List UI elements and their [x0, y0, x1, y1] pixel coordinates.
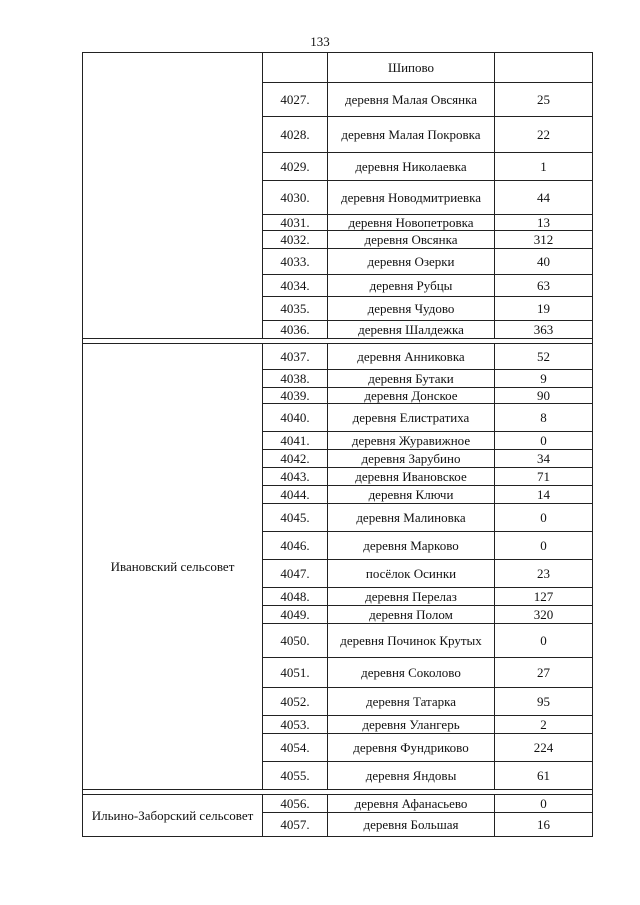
population: 23 — [495, 560, 593, 588]
settlement-name: Шипово — [328, 53, 495, 83]
row-number: 4046. — [263, 532, 328, 560]
population — [495, 53, 593, 83]
settlement-name: деревня Шалдежка — [328, 321, 495, 339]
population: 0 — [495, 532, 593, 560]
settlement-name: деревня Ивановское — [328, 468, 495, 486]
table-row — [83, 795, 593, 813]
population: 52 — [495, 344, 593, 370]
settlement-name: деревня Починок Крутых — [328, 624, 495, 658]
settlement-name: деревня Малая Овсянка — [328, 83, 495, 117]
row-number: 4035. — [263, 297, 328, 321]
row-number: 4032. — [263, 231, 328, 249]
settlement-name: деревня Новодмитриевка — [328, 181, 495, 215]
population: 34 — [495, 450, 593, 468]
council-cell: Ивановский сельсовет — [83, 344, 263, 790]
population: 63 — [495, 275, 593, 297]
population: 312 — [495, 231, 593, 249]
population: 127 — [495, 588, 593, 606]
settlement-name: деревня Бутаки — [328, 370, 495, 388]
settlement-name: деревня Овсянка — [328, 231, 495, 249]
row-number: 4049. — [263, 606, 328, 624]
row-number: 4044. — [263, 486, 328, 504]
population: 44 — [495, 181, 593, 215]
population: 2 — [495, 716, 593, 734]
table-row — [83, 53, 593, 83]
row-number: 4027. — [263, 83, 328, 117]
settlement-name: деревня Малая Покровка — [328, 117, 495, 153]
settlement-name: посёлок Осинки — [328, 560, 495, 588]
population: 90 — [495, 388, 593, 404]
council-cell: Ильино-Заборский сельсовет — [83, 795, 263, 837]
population: 14 — [495, 486, 593, 504]
row-number — [263, 53, 328, 83]
population: 16 — [495, 813, 593, 837]
population: 25 — [495, 83, 593, 117]
population: 363 — [495, 321, 593, 339]
row-number: 4028. — [263, 117, 328, 153]
row-number: 4039. — [263, 388, 328, 404]
population: 95 — [495, 688, 593, 716]
row-number: 4054. — [263, 734, 328, 762]
population: 224 — [495, 734, 593, 762]
row-number: 4042. — [263, 450, 328, 468]
population: 0 — [495, 795, 593, 813]
population: 8 — [495, 404, 593, 432]
row-number: 4029. — [263, 153, 328, 181]
table-row — [83, 344, 593, 370]
settlement-name: деревня Анниковка — [328, 344, 495, 370]
row-number: 4034. — [263, 275, 328, 297]
population: 0 — [495, 624, 593, 658]
settlement-name: деревня Чудово — [328, 297, 495, 321]
settlement-name: деревня Новопетровка — [328, 215, 495, 231]
council-cell — [83, 53, 263, 339]
settlement-name: деревня Афанасьево — [328, 795, 495, 813]
settlement-name: деревня Николаевка — [328, 153, 495, 181]
row-number: 4038. — [263, 370, 328, 388]
settlement-name: деревня Марково — [328, 532, 495, 560]
settlement-name: деревня Малиновка — [328, 504, 495, 532]
row-number: 4043. — [263, 468, 328, 486]
row-number: 4030. — [263, 181, 328, 215]
page-number: 133 — [310, 34, 330, 49]
population: 1 — [495, 153, 593, 181]
settlement-name: деревня Фундриково — [328, 734, 495, 762]
row-number: 4045. — [263, 504, 328, 532]
settlement-name: деревня Елистратиха — [328, 404, 495, 432]
settlement-name: деревня Рубцы — [328, 275, 495, 297]
row-number: 4047. — [263, 560, 328, 588]
population: 40 — [495, 249, 593, 275]
settlement-name: деревня Зарубино — [328, 450, 495, 468]
population: 9 — [495, 370, 593, 388]
population: 0 — [495, 432, 593, 450]
population: 61 — [495, 762, 593, 790]
row-number: 4051. — [263, 658, 328, 688]
population: 71 — [495, 468, 593, 486]
settlement-name: деревня Полом — [328, 606, 495, 624]
settlement-name: деревня Яндовы — [328, 762, 495, 790]
settlement-name: деревня Татарка — [328, 688, 495, 716]
population: 19 — [495, 297, 593, 321]
row-number: 4053. — [263, 716, 328, 734]
row-number: 4052. — [263, 688, 328, 716]
row-number: 4048. — [263, 588, 328, 606]
row-number: 4033. — [263, 249, 328, 275]
settlements-table — [82, 52, 593, 837]
row-number: 4031. — [263, 215, 328, 231]
population: 320 — [495, 606, 593, 624]
settlement-name: деревня Соколово — [328, 658, 495, 688]
population: 27 — [495, 658, 593, 688]
settlement-name: деревня Перелаз — [328, 588, 495, 606]
row-number: 4036. — [263, 321, 328, 339]
population: 22 — [495, 117, 593, 153]
settlement-name: деревня Ключи — [328, 486, 495, 504]
row-number: 4056. — [263, 795, 328, 813]
settlement-name: деревня Донское — [328, 388, 495, 404]
settlement-name: деревня Улангерь — [328, 716, 495, 734]
settlement-name: деревня Журавижное — [328, 432, 495, 450]
row-number: 4040. — [263, 404, 328, 432]
settlement-name: деревня Озерки — [328, 249, 495, 275]
row-number: 4041. — [263, 432, 328, 450]
row-number: 4037. — [263, 344, 328, 370]
row-number: 4050. — [263, 624, 328, 658]
row-number: 4057. — [263, 813, 328, 837]
row-number: 4055. — [263, 762, 328, 790]
settlement-name: деревня Большая — [328, 813, 495, 837]
population: 0 — [495, 504, 593, 532]
population: 13 — [495, 215, 593, 231]
